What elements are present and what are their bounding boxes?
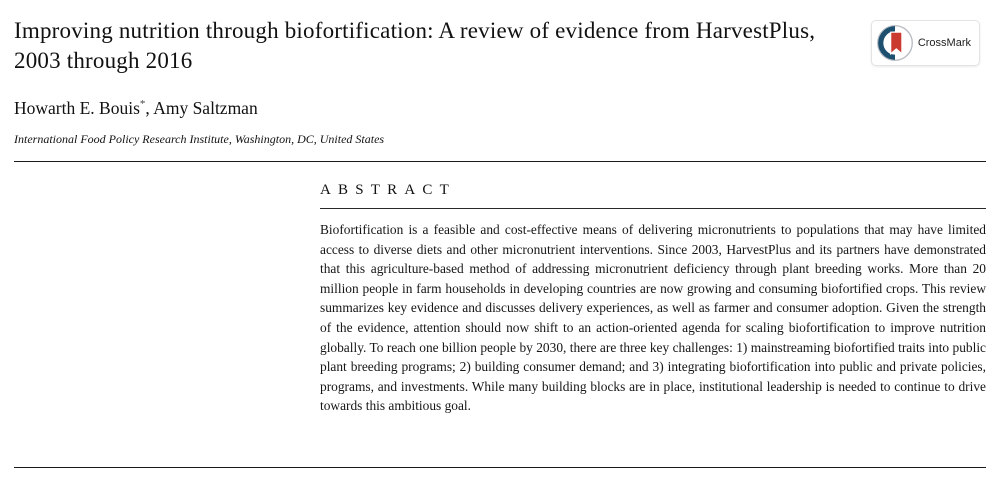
abstract-text: Biofortification is a feasible and cost-effective means of delivering micronutrients to populations that may have limited access to diverse diets and other micronutrient interventions. Since 2003, HarvestPlus and its partners have demonstrated that this agriculture-based method of addressing micronutrient deficiency through plant breeding works. More than 20 million people in farm households in developing countries are now growing and consuming biofortified crops. This review summarizes key evidence and discusses delivery experiences, as well as farmer and consumer adoption. Given the strength of the evidence, attention should now shift to an action-oriented agenda for scaling biofortification to improve nutrition globally. To reach one billion people by 2030, there are three key challenges: 1) mainstreaming biofortified traits into public plant breeding programs; 2) building consumer demand; and 3) integrating biofortification into public and private policies, programs, and investments. While many building blocks are in place, institutional leadership is needed to continue to drive towards this ambitious goal. [320, 222, 986, 414]
header-divider [14, 161, 986, 162]
author-name: Amy Saltzman [153, 97, 258, 118]
abstract-heading: ABSTRACT [320, 182, 456, 199]
affiliation: International Food Policy Research Institute, Washington, DC, United States [14, 131, 385, 146]
abstract-divider [320, 208, 986, 209]
crossmark-badge[interactable] [871, 20, 980, 66]
paper-title: Improving nutrition through biofortification: A review of evidence from HarvestPlus, 2003 through 2016 [14, 18, 816, 74]
crossmark-icon [876, 24, 914, 62]
footer-divider [14, 467, 986, 468]
author-list [14, 98, 986, 119]
author-separator: , [145, 97, 154, 118]
abstract-section [320, 182, 986, 416]
paper-header [14, 16, 986, 77]
corresponding-author-marker[interactable]: * [139, 97, 146, 110]
crossmark-label: CrossMark [917, 37, 971, 49]
author-name: Howarth E. Bouis [14, 97, 140, 118]
